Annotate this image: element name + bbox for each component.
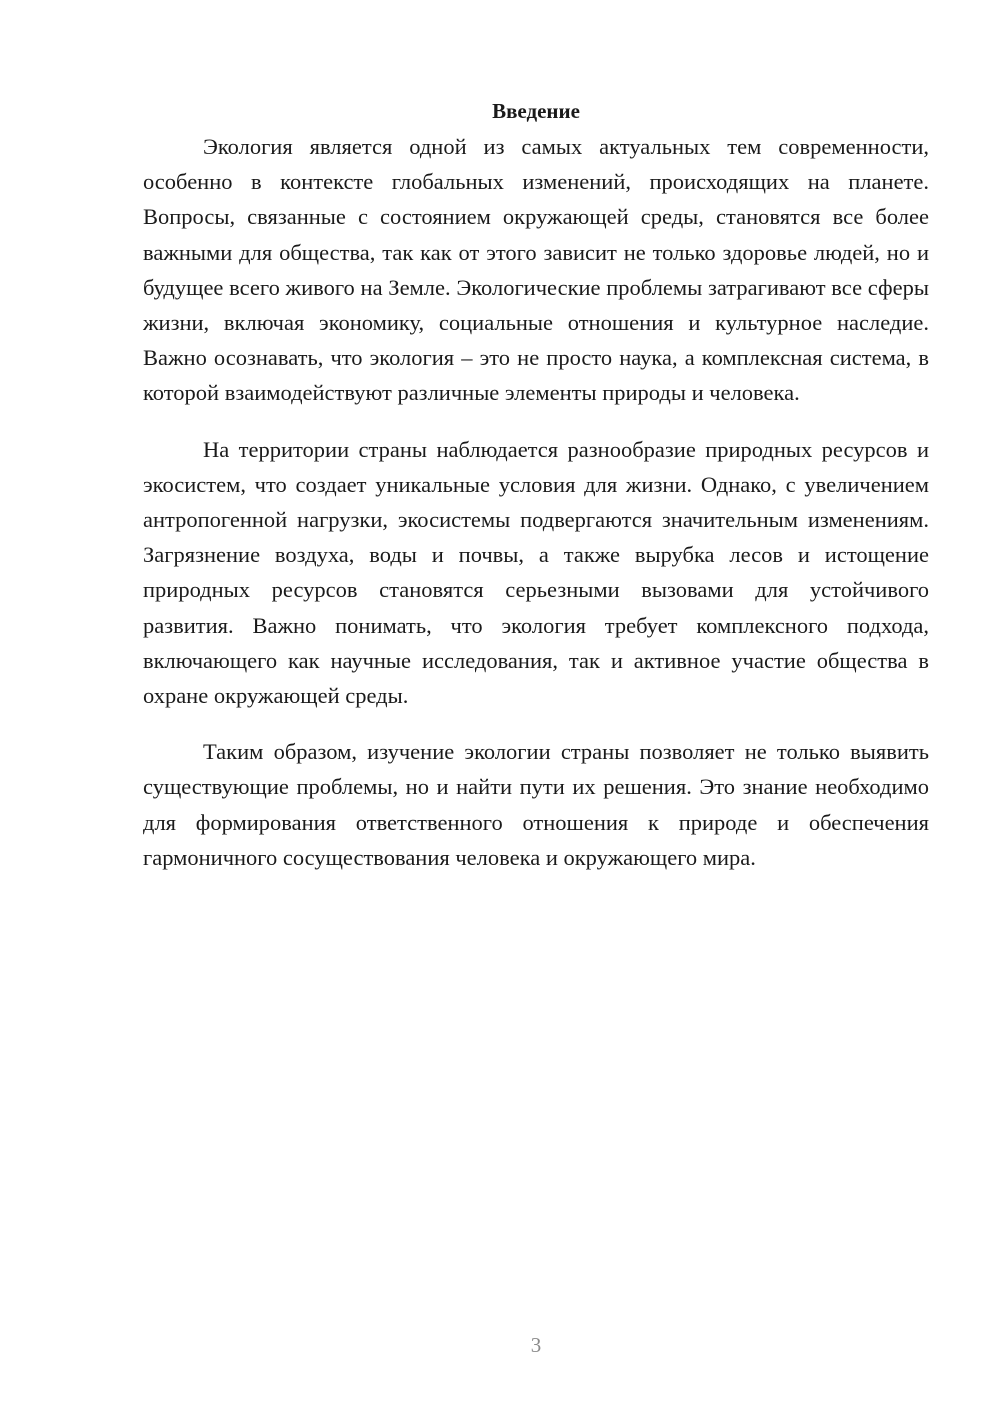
page-content xyxy=(143,94,929,896)
page-number: 3 xyxy=(530,1333,542,1357)
paragraph-3: Таким образом, изучение экологии страны позволяет не только выявить существующие проблемы, но и найти пути их решения. Это знание необходимо для формирования ответственного отношения к природе и обеспечения гармоничного сосуществования человека и окружающего мира. xyxy=(143,739,929,870)
paragraph-2: На территории страны наблюдается разнообразие природных ресурсов и экосистем, что создает уникальные условия для жизни. Однако, с увеличением антропогенной нагрузки, экосистемы подвергаются значительным изменениям. Загрязнение воздуха, воды и почвы, а также вырубка лесов и истощение природных ресурсов становятся серьезными вызовами для устойчивого развития. Важно понимать, что экология требует комплексного подхода, включающего как научные исследования, так и активное участие общества в охране окружающей среды. xyxy=(143,436,929,709)
paragraph-1: Экология является одной из самых актуальных тем современности, особенно в контексте глобальных изменений, происходящих на планете. Вопросы, связанные с состоянием окружающей среды, становятся все более важными для общества, так как от этого зависит не только здоровье людей, но и будущее всего живого на Земле. Экологические проблемы затрагивают все сферы жизни, включая экономику, социальные отношения и культурное наследие. Важно осознавать, что экология – это не просто наука, а комплексная система, в которой взаимодействуют различные элементы природы и человека. xyxy=(143,134,929,406)
section-heading: Введение xyxy=(492,99,580,123)
